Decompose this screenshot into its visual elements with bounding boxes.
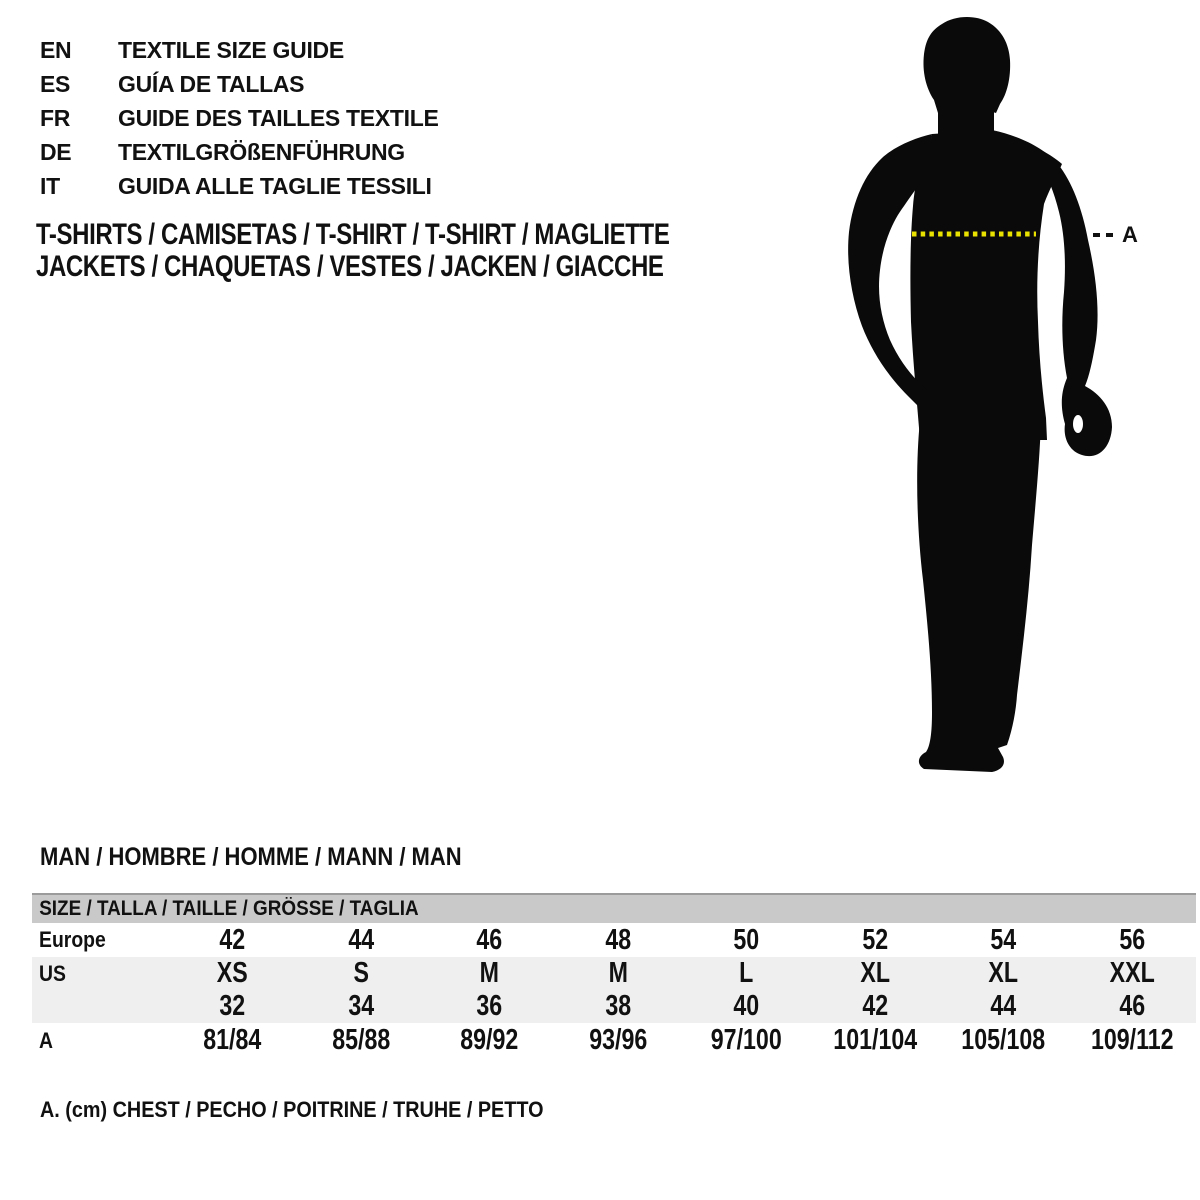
cell-value: XS: [216, 957, 248, 989]
row-label: A: [39, 1027, 54, 1053]
table-row-chest-a: [32, 1023, 1196, 1058]
lang-title: GUIDE DES TAILLES TEXTILE: [118, 104, 439, 131]
cell-value: 48: [604, 923, 631, 956]
cell-value: 42: [219, 923, 246, 956]
cell-value: 109/112: [1090, 1024, 1174, 1056]
lang-title: GUÍA DE TALLAS: [118, 70, 305, 97]
cell-value: 46: [476, 923, 503, 956]
cell-value: 44: [990, 990, 1017, 1022]
lang-code: ES: [40, 70, 71, 97]
size-table-header-text: SIZE / TALLA / TAILLE / GRÖSSE / TAGLIA: [39, 897, 419, 920]
lang-title: TEXTILE SIZE GUIDE: [118, 36, 344, 63]
lang-code: IT: [40, 172, 60, 199]
section-heading-man: MAN / HOMBRE / HOMME / MANN / MAN: [40, 843, 462, 871]
cell-value: 40: [733, 990, 760, 1022]
lang-code: EN: [40, 36, 72, 63]
cell-value: 44: [347, 923, 374, 956]
table-row-europe: [32, 923, 1196, 957]
cell-value: 46: [1118, 990, 1145, 1022]
lang-row-fr: [40, 101, 439, 135]
table-row-us: [32, 957, 1196, 990]
cell-value: 38: [604, 990, 631, 1022]
cell-value: XL: [988, 957, 1019, 989]
cell-value: 101/104: [832, 1024, 917, 1056]
category-line-jackets: JACKETS / CHAQUETAS / VESTES / JACKEN / GIACCHE: [36, 250, 664, 283]
cell-value: XXL: [1109, 957, 1155, 989]
cell-value: 50: [733, 923, 760, 956]
man-silhouette-svg: [820, 0, 1160, 800]
measure-marker-a: A: [1122, 222, 1138, 247]
cell-value: M: [608, 957, 628, 989]
cell-value: 81/84: [203, 1024, 262, 1056]
lang-title: GUIDA ALLE TAGLIE TESSILI: [118, 172, 432, 199]
lang-row-de: [40, 135, 439, 169]
lang-row-es: [40, 67, 439, 101]
cell-value: 32: [219, 990, 246, 1022]
cell-value: M: [479, 957, 499, 989]
size-table-header-bar: [32, 893, 1196, 923]
cell-value: 36: [476, 990, 503, 1022]
category-line-tshirts: T-SHIRTS / CAMISETAS / T-SHIRT / T-SHIRT / MAGLIETTE: [36, 218, 670, 251]
lang-code: FR: [40, 104, 71, 131]
size-table: [32, 893, 1196, 1058]
measurement-legend: A. (cm) CHEST / PECHO / POITRINE / TRUHE / PETTO: [40, 1097, 544, 1122]
language-title-list: [40, 33, 439, 203]
fist-thumb-notch: [1073, 415, 1083, 433]
cell-value: 52: [861, 923, 888, 956]
cell-value: S: [353, 957, 369, 989]
silhouette-head: [923, 17, 1010, 113]
cell-value: 97/100: [710, 1024, 782, 1056]
cell-value: L: [739, 957, 754, 989]
cell-value: XL: [859, 957, 890, 989]
garment-categories: [36, 219, 828, 283]
cell-value: 42: [861, 990, 888, 1022]
cell-value: 34: [347, 990, 374, 1022]
lang-code: DE: [40, 138, 72, 165]
silhouette-legs: [917, 420, 1041, 772]
lang-title: TEXTILGRÖßENFÜHRUNG: [118, 138, 405, 165]
silhouette-torso: [910, 130, 1062, 440]
lang-row-it: [40, 169, 439, 203]
row-label: US: [39, 960, 66, 986]
man-silhouette-figure: [820, 0, 1160, 800]
cell-value: 85/88: [331, 1024, 390, 1056]
cell-value: 105/108: [961, 1024, 1046, 1056]
cell-value: 56: [1118, 923, 1145, 956]
cell-value: 54: [990, 923, 1017, 956]
table-row-numeric: [32, 990, 1196, 1023]
row-label: Europe: [39, 927, 106, 952]
cell-value: 89/92: [460, 1024, 519, 1056]
cell-value: 93/96: [588, 1024, 647, 1056]
lang-row-en: [40, 33, 439, 67]
